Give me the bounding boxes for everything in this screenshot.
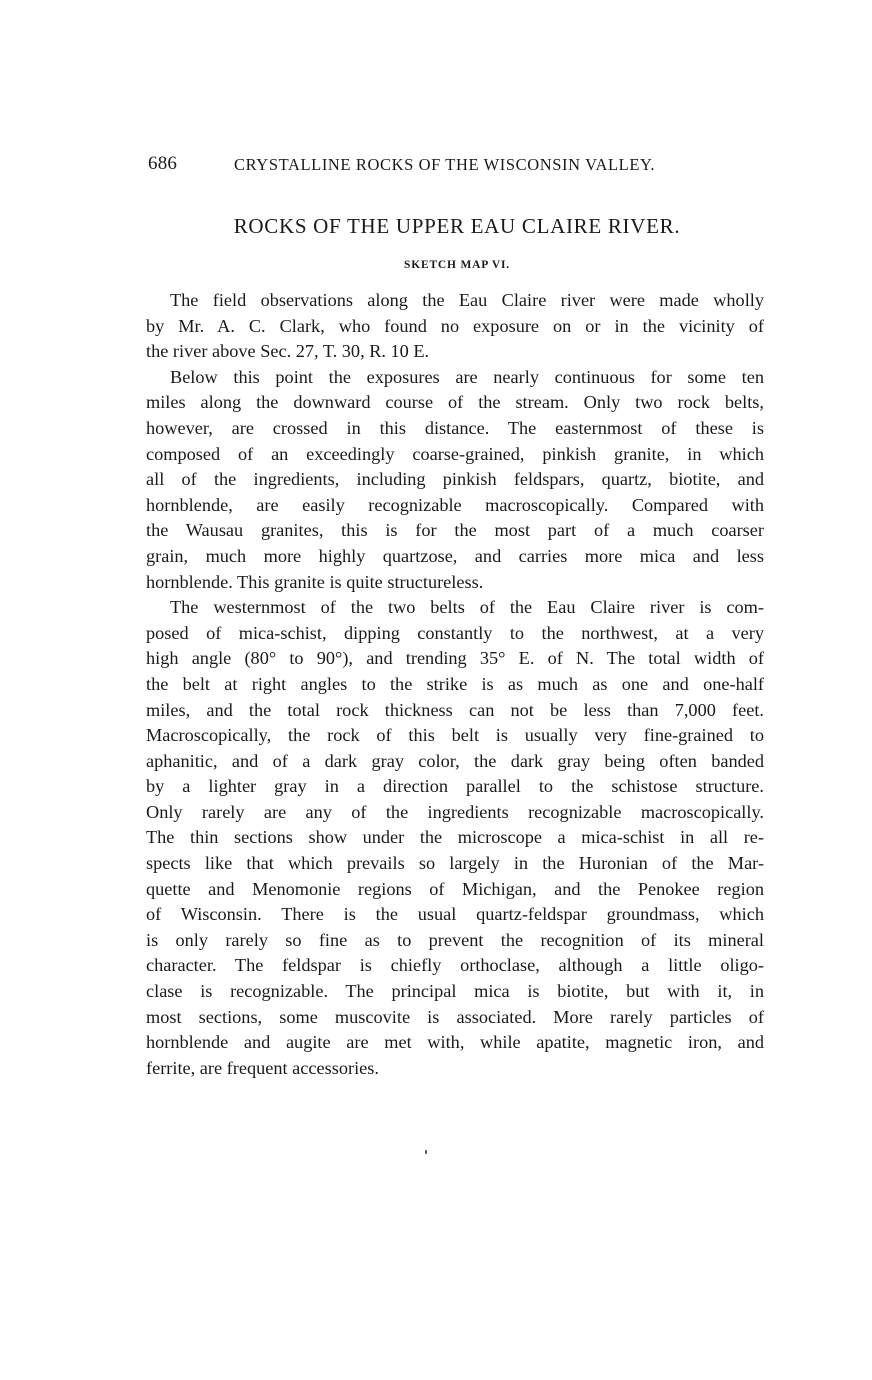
paragraph-1 (146, 288, 764, 365)
text-line: high angle (80° to 90°), and trending 35° E. of N. The total width of (146, 648, 764, 669)
paragraph-2 (146, 365, 764, 595)
text-line: aphanitic, and of a dark gray color, the dark gray being often banded (146, 750, 764, 771)
text-line: the river above Sec. 27, T. 30, R. 10 E. (146, 341, 430, 362)
sketch-map-reference: SKETCH MAP VI. (404, 259, 510, 271)
text-line: Only rarely are any of the ingredients recognizable macroscopically. (146, 801, 764, 822)
text-line: hornblende, are easily recognizable macroscopically. Compared with (146, 494, 764, 515)
text-line: miles, and the total rock thickness can not be less than 7,000 feet. (146, 699, 764, 720)
text-line: composed of an exceedingly coarse-grained, pinkish granite, in which (146, 443, 764, 464)
text-line: clase is recognizable. The principal mica is biotite, but with it, in (146, 981, 764, 1002)
text-line: spects like that which prevails so largely in the Huronian of the Mar- (146, 853, 764, 874)
text-line: posed of mica-schist, dipping constantly to the northwest, at a very (146, 622, 764, 643)
running-title: CRYSTALLINE ROCKS OF THE WISCONSIN VALLEY. (234, 155, 656, 174)
paragraph-3 (146, 595, 764, 1081)
text-line: miles along the downward course of the stream. Only two rock belts, (146, 392, 764, 413)
text-line: grain, much more highly quartzose, and carries more mica and less (146, 545, 764, 566)
text-line: character. The feldspar is chiefly orthoclase, although a little oligo- (146, 955, 764, 976)
text-line: by a lighter gray in a direction parallel to the schistose structure. (146, 776, 764, 797)
text-line: The field observations along the Eau Claire river were made wholly (170, 290, 764, 310)
text-line: The westernmost of the two belts of the Eau Claire river is com- (170, 597, 764, 618)
text-line: however, are crossed in this distance. The easternmost of these is (146, 417, 764, 438)
running-head (148, 153, 768, 181)
text-line: all of the ingredients, including pinkish feldspars, quartz, biotite, and (146, 469, 764, 490)
text-line: the belt at right angles to the strike is as much as one and one-half (146, 673, 764, 694)
text-line: by Mr. A. C. Clark, who found no exposure on or in the vicinity of (146, 315, 764, 336)
page-number: 686 (148, 153, 178, 174)
text-line: most sections, some muscovite is associated. More rarely particles of (146, 1006, 764, 1027)
body-text (146, 288, 764, 1081)
print-speck (425, 1150, 427, 1154)
text-line: Below this point the exposures are nearly continuous for some ten (170, 366, 764, 387)
text-line: hornblende and augite are met with, while apatite, magnetic iron, and (146, 1032, 764, 1053)
text-line: ferrite, are frequent accessories. (146, 1057, 379, 1078)
text-line: is only rarely so fine as to prevent the recognition of its mineral (146, 929, 764, 950)
text-line: of Wisconsin. There is the usual quartz-feldspar groundmass, which (146, 904, 764, 925)
text-line: The thin sections show under the microscope a mica-schist in all re- (146, 827, 764, 848)
text-line: quette and Menomonie regions of Michigan, and the Penokee region (146, 878, 764, 899)
section-title: ROCKS OF THE UPPER EAU CLAIRE RIVER. (233, 214, 681, 238)
text-line: hornblende. This granite is quite structureless. (146, 571, 484, 592)
text-line: Macroscopically, the rock of this belt is usually very fine-grained to (146, 725, 764, 746)
text-line: the Wausau granites, this is for the most part of a much coarser (146, 520, 764, 541)
